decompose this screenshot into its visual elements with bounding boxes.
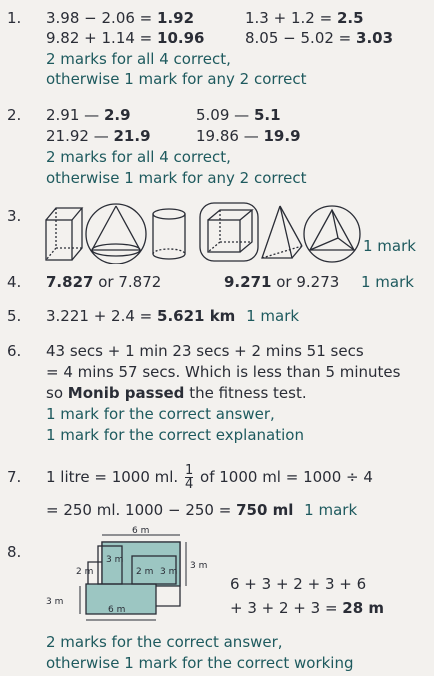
q2-line1b (196, 105, 281, 125)
dim-inner-right: 3 m (160, 567, 178, 577)
q1-mark-line1: 2 marks for all 4 correct, (46, 50, 231, 68)
q4-number: 4. (7, 273, 22, 291)
q7-litre: 1 litre = 1000 ml. (46, 468, 179, 486)
q6-line3 (46, 383, 307, 403)
tetrahedron-icon (304, 206, 360, 262)
q5-mark: 1 mark (246, 307, 300, 325)
q1c-expression: 9.82 + 1.14 = (46, 29, 153, 47)
q1b-answer: 2.5 (336, 9, 364, 27)
q1-line2 (46, 28, 204, 48)
q5-answer: 5.621 km (157, 307, 236, 325)
q2-mark-line2: otherwise 1 mark for any 2 correct (46, 169, 307, 187)
q8-sum-line2 (230, 598, 384, 618)
q6-number: 6. (7, 342, 22, 360)
dim-inner-left: 3 m (106, 555, 124, 565)
q8-sum-rest: + 3 + 2 + 3 = (230, 599, 338, 617)
q5-expression: 3.221 + 2.4 = (46, 307, 153, 325)
q2-mark-line1: 2 marks for all 4 correct, (46, 148, 231, 166)
q8-answer: 28 m (342, 599, 385, 617)
q1a-answer: 1.92 (157, 9, 195, 27)
q6-mark-line2: 1 mark for the correct explanation (46, 426, 304, 444)
q7-subtraction: = 250 ml. 1000 − 250 = (46, 501, 232, 519)
q7-number: 7. (7, 468, 22, 486)
q8-mark-line2: otherwise 1 mark for the correct working (46, 654, 354, 672)
q2-line2a (46, 126, 151, 146)
q2d-value: 19.86 — (196, 127, 259, 145)
q2b-answer: 5.1 (253, 106, 281, 124)
q3-shapes (40, 198, 370, 264)
q5-number: 5. (7, 307, 22, 325)
cone-icon (86, 204, 146, 264)
q6-line2: = 4 mins 57 secs. Which is less than 5 minutes (46, 363, 401, 381)
q2b-value: 5.09 — (196, 106, 250, 124)
q2a-value: 2.91 — (46, 106, 100, 124)
q6-rest: the fitness test. (189, 384, 307, 402)
q7-line1 (46, 459, 373, 495)
q1-mark-line2: otherwise 1 mark for any 2 correct (46, 70, 307, 88)
q4-answer-a (46, 272, 161, 292)
q2c-value: 21.92 — (46, 127, 109, 145)
q7-fraction-numerator: 1 (184, 463, 194, 478)
q1d-answer: 3.03 (356, 29, 394, 47)
q7-fraction-denominator: 4 (184, 477, 194, 492)
q8-mark-line1: 2 marks for the correct answer, (46, 633, 283, 651)
cylinder-icon (153, 209, 185, 259)
dim-left: 3 m (46, 597, 64, 607)
q4a-alternative: or 7.872 (93, 273, 162, 291)
q6-answer: Monib passed (67, 384, 185, 402)
q8-number: 8. (7, 543, 22, 561)
q1a-expression: 3.98 − 2.06 = (46, 9, 153, 27)
q7-division: of 1000 ml = 1000 ÷ 4 (200, 468, 373, 486)
dim-bottom: 6 m (108, 605, 126, 615)
q2-line2b (196, 126, 301, 146)
q7-answer: 750 ml (236, 501, 294, 519)
q3-number: 3. (7, 207, 22, 225)
q7-mark: 1 mark (304, 501, 358, 519)
cube-icon (200, 203, 258, 261)
dim-right: 3 m (190, 561, 208, 571)
q6-mark-line1: 1 mark for the correct answer, (46, 405, 275, 423)
q4b-answer: 9.271 (224, 273, 272, 291)
q1-number: 1. (7, 9, 22, 27)
q2-number: 2. (7, 106, 22, 124)
q4-mark: 1 mark (361, 273, 414, 291)
q4a-answer: 7.827 (46, 273, 94, 291)
q6-line1: 43 secs + 1 min 23 secs + 2 mins 51 secs (46, 342, 364, 360)
q4b-alternative: or 9.273 (271, 273, 340, 291)
q1b-expression: 1.3 + 1.2 = (245, 9, 333, 27)
q6-so: so (46, 384, 63, 402)
q4-answer-b (224, 272, 339, 292)
q1-line2b (245, 28, 393, 48)
q8-sum-line1: 6 + 3 + 2 + 3 + 6 (230, 575, 367, 593)
q7-line2 (46, 500, 357, 520)
pyramid-icon (262, 206, 302, 258)
q2c-answer: 21.9 (113, 127, 151, 145)
q5-line (46, 306, 299, 326)
q1c-answer: 10.96 (157, 29, 205, 47)
q3-mark: 1 mark (363, 237, 416, 255)
q1-line1 (46, 8, 194, 28)
q2a-answer: 2.9 (103, 106, 131, 124)
q8-rectilinear-shape (40, 526, 220, 626)
q2-line1a (46, 105, 131, 125)
dim-inner-top-left: 2 m (76, 567, 94, 577)
cuboid-icon (46, 208, 82, 260)
q2d-answer: 19.9 (263, 127, 301, 145)
q1-line1b (245, 8, 364, 28)
dim-inner-top-right: 2 m (136, 567, 154, 577)
q7-fraction (185, 464, 193, 491)
dim-top: 6 m (132, 526, 150, 536)
q1d-expression: 8.05 − 5.02 = (245, 29, 352, 47)
